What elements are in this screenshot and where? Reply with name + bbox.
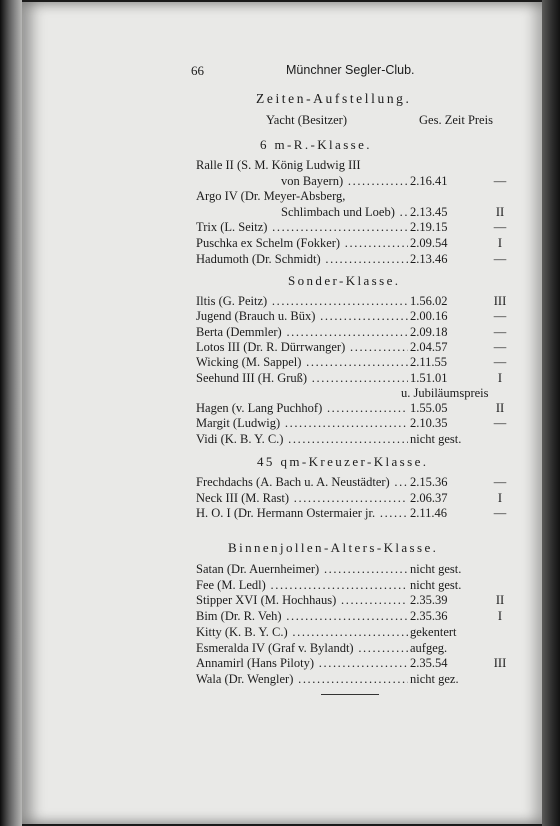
result-row (196, 325, 508, 341)
yacht-name: Wicking (M. Sappel) ..... (196, 355, 408, 370)
elapsed-time: 2.09.18 (410, 324, 448, 339)
elapsed-time: 2.11.55 (410, 355, 448, 370)
result-row (196, 656, 508, 672)
yacht-name: Satan (Dr. Auernheimer) ..... (196, 562, 408, 577)
result-row (196, 625, 508, 641)
result-row (196, 641, 508, 657)
elapsed-time: nicht gest. (410, 562, 462, 576)
result-row (196, 158, 508, 174)
result-row (196, 672, 508, 688)
elapsed-time: 2.10.35 (410, 416, 448, 431)
prize-rank: — (493, 251, 507, 266)
elapsed-time: 2.09.54 (410, 236, 448, 250)
elapsed-time: 2.35.36 (410, 609, 448, 624)
yacht-name: Kitty (K. B. Y. C.) ..... (196, 625, 408, 640)
prize-rank: II (495, 401, 505, 416)
elapsed-time: gekentert (410, 624, 457, 639)
result-row (196, 562, 508, 578)
elapsed-time: 2.13.45 (410, 204, 448, 219)
yacht-name: Hadumoth (Dr. Schmidt) ..... (196, 252, 408, 267)
end-rule (321, 694, 379, 695)
elapsed-time: 1.56.02 (410, 294, 448, 308)
elapsed-time: nicht gest. (410, 431, 462, 446)
elapsed-time: aufgeg. (410, 640, 448, 655)
prize-rank: I (497, 490, 503, 505)
yacht-name: Seehund III (H. Gruß) ..... (196, 371, 408, 386)
yacht-name: Stipper XVI (M. Hochhaus) ..... (196, 593, 408, 608)
elapsed-time: 1.55.05 (410, 401, 448, 416)
section-title: 6 m-R.-Klasse. (260, 137, 372, 152)
section-title: Sonder-Klasse. (288, 273, 401, 288)
elapsed-time: 2.13.46 (410, 251, 448, 266)
yacht-name: Jugend (Brauch u. Büx) ..... (196, 309, 408, 324)
result-row (196, 578, 508, 594)
yacht-name: Schlimbach und Loeb) ..... (281, 205, 408, 220)
result-row (196, 294, 508, 310)
book-spine (0, 0, 22, 826)
page-edge (542, 0, 560, 826)
yacht-name: Iltis (G. Peitz) ..... (196, 294, 408, 309)
section-title: 45 qm-Kreuzer-Klasse. (257, 454, 429, 469)
elapsed-time: 2.00.16 (410, 309, 448, 324)
elapsed-time: 2.15.36 (410, 475, 448, 489)
yacht-name: Argo IV (Dr. Meyer-Absberg, (196, 189, 346, 204)
prize-rank: I (497, 236, 503, 250)
elapsed-time: 2.35.54 (410, 656, 448, 671)
result-row (196, 205, 508, 221)
yacht-name: Neck III (M. Rast) ..... (196, 491, 408, 506)
yacht-name: H. O. I (Dr. Hermann Ostermaier jr. ..... (196, 506, 408, 521)
prize-rank: — (493, 355, 507, 370)
prize-rank: III (493, 294, 507, 308)
result-row (196, 609, 508, 625)
result-row (196, 355, 508, 371)
prize-rank: — (493, 475, 507, 489)
yacht-name: Wala (Dr. Wengler) ..... (196, 672, 408, 687)
result-row (196, 491, 508, 507)
yacht-name: Vidi (K. B. Y. C.) ..... (196, 432, 408, 447)
prize-rank: — (493, 416, 507, 431)
result-row (196, 252, 508, 268)
column-header-time-prize: Ges. Zeit Preis (419, 113, 493, 127)
elapsed-time: 2.04.57 (410, 339, 448, 354)
prize-rank: II (495, 593, 505, 608)
elapsed-time: 2.19.15 (410, 220, 448, 235)
yacht-name: Trix (L. Seitz) ..... (196, 220, 408, 235)
prize-rank: — (493, 506, 507, 520)
running-title: Münchner Segler-Club. (286, 63, 415, 77)
prize-rank: — (493, 324, 507, 339)
yacht-name: von Bayern) ..... (281, 174, 408, 189)
yacht-name: Bim (Dr. R. Veh) ..... (196, 609, 408, 624)
row-note: u. Jubiläumspreis (401, 385, 489, 400)
yacht-name: Hagen (v. Lang Puchhof) ..... (196, 401, 408, 416)
prize-rank: — (493, 339, 507, 354)
yacht-name: Berta (Demmler) ..... (196, 325, 408, 340)
result-row (196, 506, 508, 522)
result-row (196, 340, 508, 356)
prize-rank: — (493, 309, 507, 324)
prize-rank: — (493, 220, 507, 235)
result-row (196, 236, 508, 252)
yacht-name: Lotos III (Dr. R. Dürrwanger) ..... (196, 340, 408, 355)
elapsed-time: 1.51.01 (410, 370, 448, 385)
elapsed-time: nicht gest. (410, 577, 462, 592)
yacht-name: Frechdachs (A. Bach u. A. Neustädter) ..... (196, 475, 408, 490)
yacht-name: Fee (M. Ledl) ..... (196, 578, 408, 593)
yacht-name: Margit (Ludwig) ..... (196, 416, 408, 431)
result-row (196, 432, 508, 448)
elapsed-time: 2.16.41 (410, 173, 448, 188)
elapsed-time: 2.06.37 (410, 490, 448, 505)
result-row (196, 309, 508, 325)
result-row (196, 174, 508, 190)
result-row (196, 189, 508, 205)
result-row (196, 475, 508, 491)
yacht-name: Ralle II (S. M. König Ludwig III (196, 158, 361, 172)
section-title: Binnenjollen-Alters-Klasse. (228, 540, 439, 555)
prize-rank: I (497, 370, 503, 385)
prize-rank: — (493, 173, 507, 188)
prize-rank: II (495, 204, 505, 219)
yacht-name: Esmeralda IV (Graf v. Bylandt) ..... (196, 641, 408, 656)
elapsed-time: nicht gez. (410, 671, 459, 686)
elapsed-time: 2.11.46 (410, 506, 448, 520)
elapsed-time: 2.35.39 (410, 593, 448, 608)
yacht-name: Puschka ex Schelm (Fokker) ..... (196, 236, 408, 251)
result-row (196, 371, 508, 387)
result-row (196, 593, 508, 609)
yacht-name: Annamirl (Hans Piloty) ..... (196, 656, 408, 671)
running-head (191, 63, 508, 79)
column-header-yacht: Yacht (Besitzer) (266, 113, 347, 127)
result-row (196, 220, 508, 236)
result-row (196, 401, 508, 417)
result-row (196, 416, 508, 432)
page-number: 66 (191, 63, 204, 78)
prize-rank: I (497, 609, 503, 624)
prize-rank: III (493, 656, 507, 671)
page-title: Zeiten-Aufstellung. (256, 91, 412, 106)
result-row (196, 386, 508, 402)
